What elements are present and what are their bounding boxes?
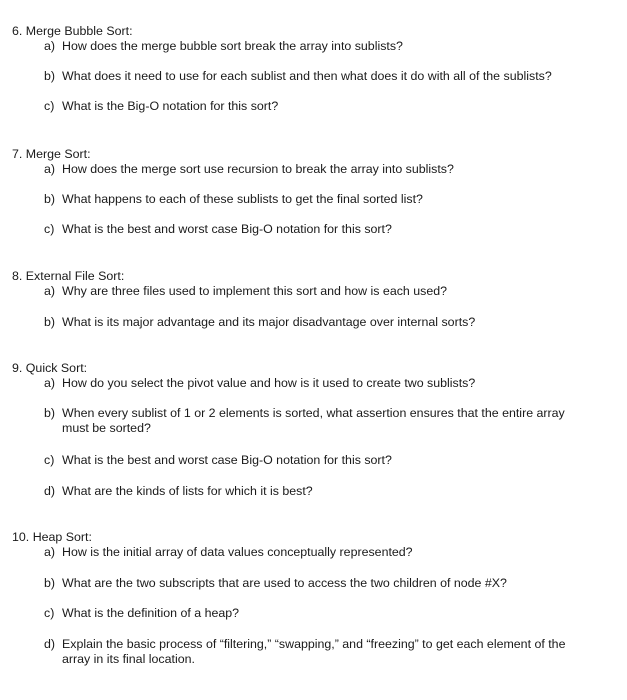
question-9b-continuation: must be sorted?: [62, 421, 151, 435]
question-letter: a): [44, 162, 56, 176]
section-number: 8.: [12, 269, 23, 283]
question-text: How is the initial array of data values conceptually represented?: [62, 545, 413, 559]
question-letter: a): [44, 284, 56, 298]
question-letter: a): [44, 545, 56, 559]
question-text: What are the two subscripts that are used to access the two children of node #X?: [62, 576, 507, 590]
section-number: 9.: [12, 361, 23, 375]
question-10b: [44, 576, 507, 591]
question-letter: c): [44, 453, 55, 467]
question-7a: [44, 162, 454, 177]
question-letter: c): [44, 222, 55, 236]
question-10a: [44, 545, 413, 560]
question-letter: a): [44, 39, 56, 53]
section-6-title: [12, 24, 133, 39]
question-letter: c): [44, 99, 55, 113]
question-text: What are the kinds of lists for which it is best?: [62, 484, 313, 498]
section-title-text: Heap Sort:: [32, 530, 92, 544]
question-text: What is the best and worst case Big-O notation for this sort?: [62, 222, 392, 236]
question-text: What is the Big-O notation for this sort?: [62, 99, 279, 113]
question-10d-continuation: array in its final location.: [62, 652, 195, 666]
question-10d: [44, 637, 565, 652]
section-number: 6.: [12, 24, 23, 38]
question-9b: [44, 406, 565, 421]
question-text: What is the best and worst case Big-O notation for this sort?: [62, 453, 392, 467]
question-6a: [44, 39, 403, 54]
question-text: How does the merge bubble sort break the array into sublists?: [62, 39, 403, 53]
section-title-text: Quick Sort:: [25, 361, 88, 375]
section-number: 7.: [12, 147, 23, 161]
section-title-text: External File Sort:: [25, 269, 125, 283]
question-letter: a): [44, 376, 56, 390]
question-9c: [44, 453, 392, 468]
question-letter: c): [44, 606, 55, 620]
question-6b: [44, 69, 552, 84]
question-text: What is its major advantage and its major disadvantage over internal sorts?: [62, 315, 476, 329]
section-number: 10.: [12, 530, 30, 544]
question-text: What is the definition of a heap?: [62, 606, 240, 620]
question-text: What does it need to use for each sublist and then what does it do with all of the sublists?: [62, 69, 552, 83]
section-title-text: Merge Sort:: [25, 147, 91, 161]
question-text: Explain the basic process of “filtering,” “swapping,” and “freezing” to get each element of the: [62, 637, 566, 651]
question-text: How do you select the pivot value and how is it used to create two sublists?: [62, 376, 476, 390]
question-letter: b): [44, 192, 56, 206]
question-text: Why are three files used to implement this sort and how is each used?: [62, 284, 447, 298]
question-9d: [44, 484, 313, 499]
question-letter: b): [44, 315, 56, 329]
section-7-title: [12, 147, 91, 162]
section-8-title: [12, 269, 124, 284]
question-6c: [44, 99, 278, 114]
question-8a: [44, 284, 447, 299]
question-text: How does the merge sort use recursion to break the array into sublists?: [62, 162, 454, 176]
question-letter: b): [44, 576, 56, 590]
question-10c: [44, 606, 239, 621]
question-9a: [44, 376, 475, 391]
question-letter: d): [44, 637, 56, 651]
question-8b: [44, 315, 475, 330]
question-letter: b): [44, 69, 56, 83]
section-9-title: [12, 361, 87, 376]
question-letter: d): [44, 484, 56, 498]
question-7c: [44, 222, 392, 237]
question-text: When every sublist of 1 or 2 elements is sorted, what assertion ensures that the entire array: [62, 406, 565, 420]
question-7b: [44, 192, 423, 207]
question-letter: b): [44, 406, 56, 420]
question-text: What happens to each of these sublists to get the final sorted list?: [62, 192, 423, 206]
section-10-title: [12, 530, 92, 545]
section-title-text: Merge Bubble Sort:: [25, 24, 133, 38]
